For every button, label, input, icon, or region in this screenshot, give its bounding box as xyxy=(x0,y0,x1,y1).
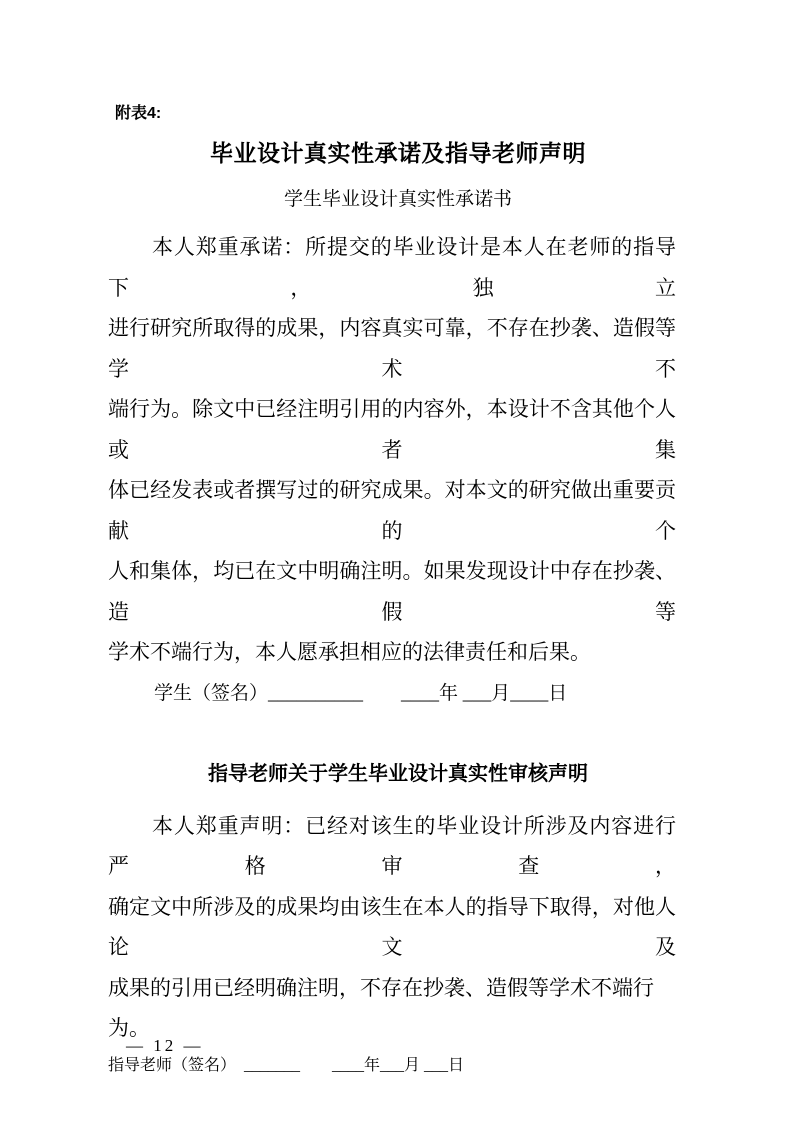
paragraph-line: 成果的引用已经明确注明，不存在抄袭、造假等学术不端行为。 xyxy=(108,975,654,1040)
paragraph-line: 进行研究所取得的成果，内容真实可靠，不存在抄袭、造假等学术不 xyxy=(108,316,676,381)
paragraph-line: 确定文中所涉及的成果均由该生在本人的指导下取得，对他人论文及 xyxy=(108,894,676,959)
advisor-statement-heading: 指导老师关于学生毕业设计真实性审核声明 xyxy=(208,762,588,785)
advisor-signature-line: 指导老师（签名） _______ ____年___月 ___日 xyxy=(108,1056,465,1074)
student-signature-line: 学生（签名）__________ ____年 ___月____日 xyxy=(154,682,568,704)
student-commitment-heading: 学生毕业设计真实性承诺书 xyxy=(283,189,512,210)
page-number: — 12 — xyxy=(126,1036,204,1055)
document-title: 毕业设计真实性承诺及指导老师声明 xyxy=(210,141,586,166)
advisor-statement-paragraph xyxy=(108,806,676,1049)
annex-label: 附表4: xyxy=(115,105,162,122)
paragraph-line: 本人郑重声明：已经对该生的毕业设计所涉及内容进行严格审查， xyxy=(108,813,676,878)
paragraph-line: 人和集体，均已在文中明确注明。如果发现设计中存在抄袭、造假等 xyxy=(108,559,676,624)
paragraph-line: 体已经发表或者撰写过的研究成果。对本文的研究做出重要贡献的个 xyxy=(108,478,676,543)
paragraph-line: 学术不端行为，本人愿承担相应的法律责任和后果。 xyxy=(108,640,591,664)
student-commitment-paragraph xyxy=(108,227,676,673)
paragraph-line: 本人郑重承诺：所提交的毕业设计是本人在老师的指导下，独立 xyxy=(108,235,676,300)
paragraph-line: 端行为。除文中已经注明引用的内容外，本设计不含其他个人或者集 xyxy=(108,397,676,462)
